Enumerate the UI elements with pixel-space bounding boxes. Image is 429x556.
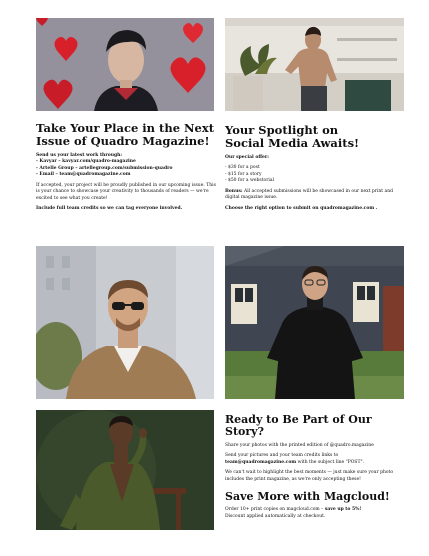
submission-heading-line2: Issue of Quadro Magazine!: [36, 133, 210, 148]
social-heading-line2: Social Media Awaits!: [225, 135, 360, 150]
link-kavyar[interactable]: - Kavyar – kavyar.com/quadro-magazine: [36, 159, 136, 165]
link-email[interactable]: - Email – team@quadromagazine.com: [36, 172, 131, 178]
story-section: [225, 414, 407, 483]
link-artelle[interactable]: - Artelle Group – artellegroup.com/submission-quadro: [36, 165, 173, 171]
publish-paragraph: If accepted, your project will be proudly published in our upcoming issue. This is your chance to showcase your creativity to thousands of readers — we're excited to see what you create!: [36, 182, 216, 201]
subject-line-text: with the subject line "POST".: [297, 459, 364, 465]
price-post: - $30 for a post: [225, 165, 260, 171]
offer-label: Our special offer:: [225, 154, 269, 160]
photo-green-suit-man: [36, 410, 214, 530]
submission-section: [36, 122, 218, 213]
bonus-label: Bonus:: [225, 188, 243, 194]
social-media-section: [225, 124, 407, 212]
credits-note: Include full team credits so we can tag everyone involved.: [36, 206, 183, 212]
send-label: Send us your latest work through:: [36, 152, 123, 158]
order-text: Order 10+ print copies on magcloud.com –: [225, 507, 324, 513]
price-webstorial: - $50 for a webstorial: [225, 178, 274, 184]
team-email-link[interactable]: team@quadromagazine.com: [225, 459, 297, 465]
submission-heading-line1: Take Your Place in the Next: [36, 121, 215, 135]
price-story: - $15 for a story: [225, 171, 262, 177]
share-paragraph: Share your photos with the printed edition of @quadro.magazine: [225, 442, 374, 448]
social-heading-line1: Your Spotlight on: [225, 123, 339, 137]
discount-text: Discount applied automatically at checkout.: [225, 513, 326, 519]
photo-hearts-portrait: [36, 18, 214, 111]
bonus-text: All accepted submissions will be showcased in our next print and digital magazine issue.: [225, 188, 393, 201]
magcloud-heading: Save More with Magcloud!: [225, 490, 390, 503]
social-heading: [225, 124, 407, 150]
choose-option-link[interactable]: Choose the right option to submit on quadromagazine.com .: [225, 205, 378, 211]
story-heading: Ready to Be Part of Our Story?: [225, 413, 372, 439]
submission-heading: [36, 122, 218, 148]
send-pictures-text: Send your pictures and your team credits links to: [225, 453, 339, 459]
highlight-paragraph: We can't wait to highlight the best moments — just make sure your photo includes the print magazine, as we're only accepting these!: [225, 470, 394, 482]
save-text: save up to 5%!: [324, 507, 362, 513]
photo-sunglasses-man: [36, 246, 214, 399]
magcloud-section: [225, 491, 407, 520]
photo-kitchen-man: [225, 18, 404, 111]
photo-turtleneck-man: [225, 246, 404, 399]
